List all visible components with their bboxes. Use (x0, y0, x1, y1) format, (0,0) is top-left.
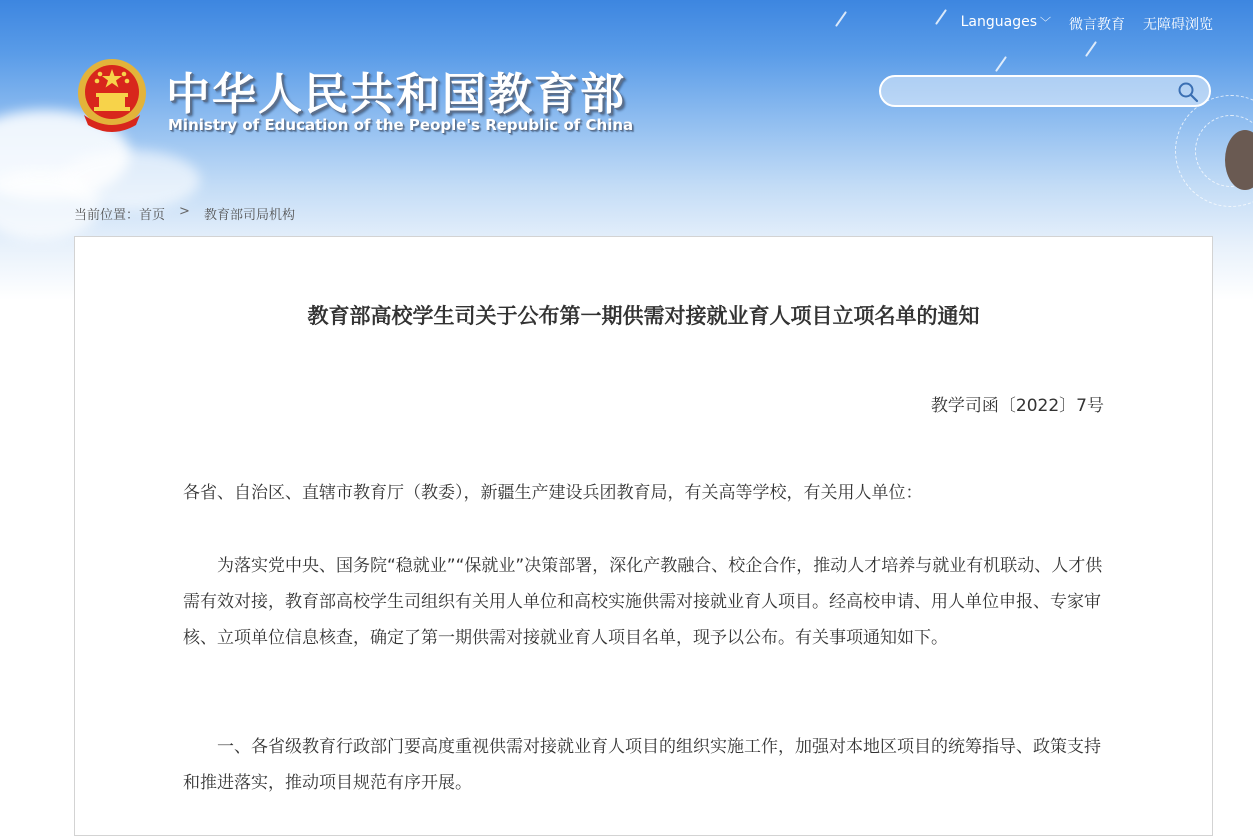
seed-decoration (835, 11, 847, 27)
breadcrumb (74, 204, 295, 223)
weiyan-jiaoyu-link[interactable]: 微言教育 (1069, 17, 1125, 33)
languages-link[interactable] (961, 14, 1051, 34)
search-icon[interactable] (1177, 81, 1199, 103)
breadcrumb-prefix: 当前位置： (74, 208, 140, 223)
breadcrumb-home-link[interactable]: 首页 (139, 208, 166, 223)
breadcrumb-current-link[interactable]: 教育部司局机构 (203, 208, 295, 223)
article-paragraph: 为落实党中央、国务院“稳就业”“保就业”决策部署，深化产教融合、校企合作，推动人才培养与就业有机联动、人才供需有效对接，教育部高校学生司组织有关用人单位和高校实施供需对接就业育人项目。经高校申请、用人单位申报、专家审核、立项单位信息核查，确定了第一期供需对接就业育人项目名单，现予以公布。有关事项通知如下。 (183, 556, 1103, 648)
document-number: 教学司函〔2022〕7号 (930, 396, 1104, 416)
search-input[interactable] (895, 77, 1179, 107)
article-paragraph: 各省、自治区、直辖市教育厅（教委），新疆生产建设兵团教育局，有关高等学校，有关用人单位： (183, 483, 923, 503)
site-title-zh[interactable]: 中华人民共和国教育部 (166, 69, 626, 120)
seed-decoration (935, 9, 947, 25)
site-title-en[interactable]: Ministry of Education of the People's Republic of China (168, 116, 634, 134)
national-emblem-icon[interactable] (76, 57, 148, 133)
accessibility-link[interactable]: 无障碍浏览 (1143, 17, 1213, 33)
article-panel (74, 236, 1213, 836)
languages-label: Languages (960, 14, 1037, 30)
chevron-down-icon: ﹀ (1040, 16, 1051, 29)
chevron-right-icon: > (179, 204, 190, 219)
seed-decoration (1085, 41, 1097, 57)
article-paragraph: 一、各省级教育行政部门要高度重视供需对接就业育人项目的组织实施工作，加强对本地区项目的统筹指导、政策支持和推进落实，推动项目规范有序开展。 (183, 737, 1101, 793)
search-box (879, 75, 1211, 107)
top-links (961, 14, 1213, 34)
seed-decoration (995, 56, 1007, 72)
article-title: 教育部高校学生司关于公布第一期供需对接就业育人项目立项名单的通知 (307, 304, 980, 328)
